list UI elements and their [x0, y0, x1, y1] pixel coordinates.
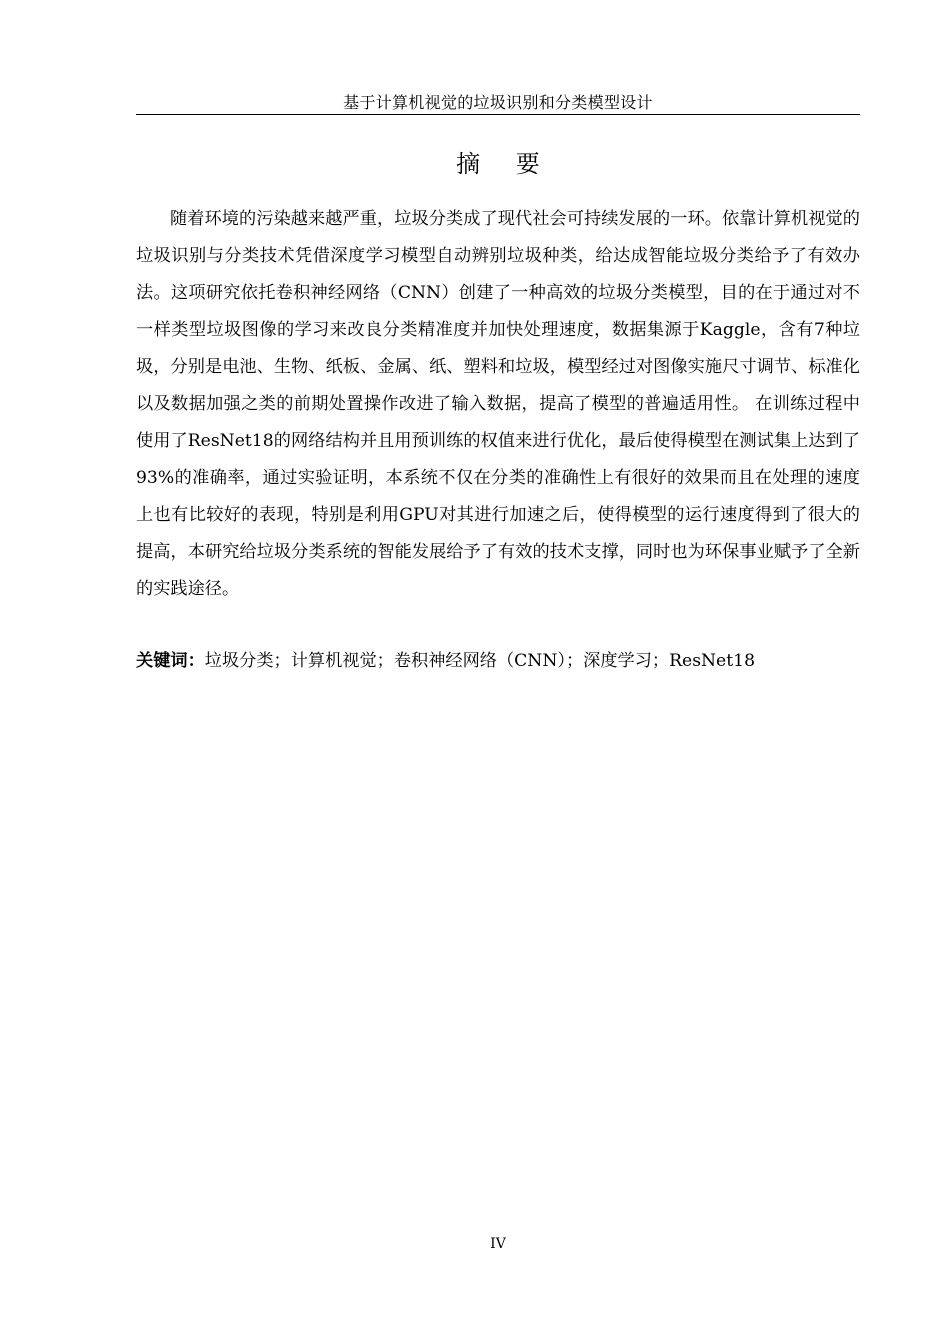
running-header: 基于计算机视觉的垃圾识别和分类模型设计 [343, 93, 653, 112]
abstract-title: 摘 要 [456, 150, 554, 178]
keywords-text: 垃圾分类；计算机视觉；卷积神经网络（CNN）；深度学习；ResNet18 [204, 651, 756, 671]
keywords-line [136, 645, 860, 677]
header-divider [136, 114, 860, 115]
abstract-body: 随着环境的污染越来越严重，垃圾分类成了现代社会可持续发展的一环。依靠计算机视觉的垃圾识别与分类技术凭借深度学习模型自动辨别垃圾种类，给达成智能垃圾分类给予了有效办法。这项研究依托卷积神经网络（CNN）创建了一种高效的垃圾分类模型，目的在于通过对不一样类型垃圾图像的学习来改良分类精准度并加快处理速度，数据集源于Kaggle，含有7种垃圾，分别是电池、生物、纸板、金属、纸、塑料和垃圾，模型经过对图像实施尺寸调节、标准化以及数据加强之类的前期处置操作改进了输入数据，提高了模型的普遍适用性。 在训练过程中使用了ResNet18的网络结构并且用预训练的权值来进行优化，最后使得模型在测试集上达到了93%的准确率，通过实验证明，本系统不仅在分类的准确性上有很好的效果而且在处理的速度上也有比较好的表现，特别是利用GPU对其进行加速之后，使得模型的运行速度得到了很大的提高，本研究给垃圾分类系统的智能发展给予了有效的技术支撑，同时也为环保事业赋予了全新的实践途径。 [136, 209, 860, 599]
keywords-label: 关键词： [136, 651, 205, 671]
page-number: IV [490, 1236, 506, 1252]
